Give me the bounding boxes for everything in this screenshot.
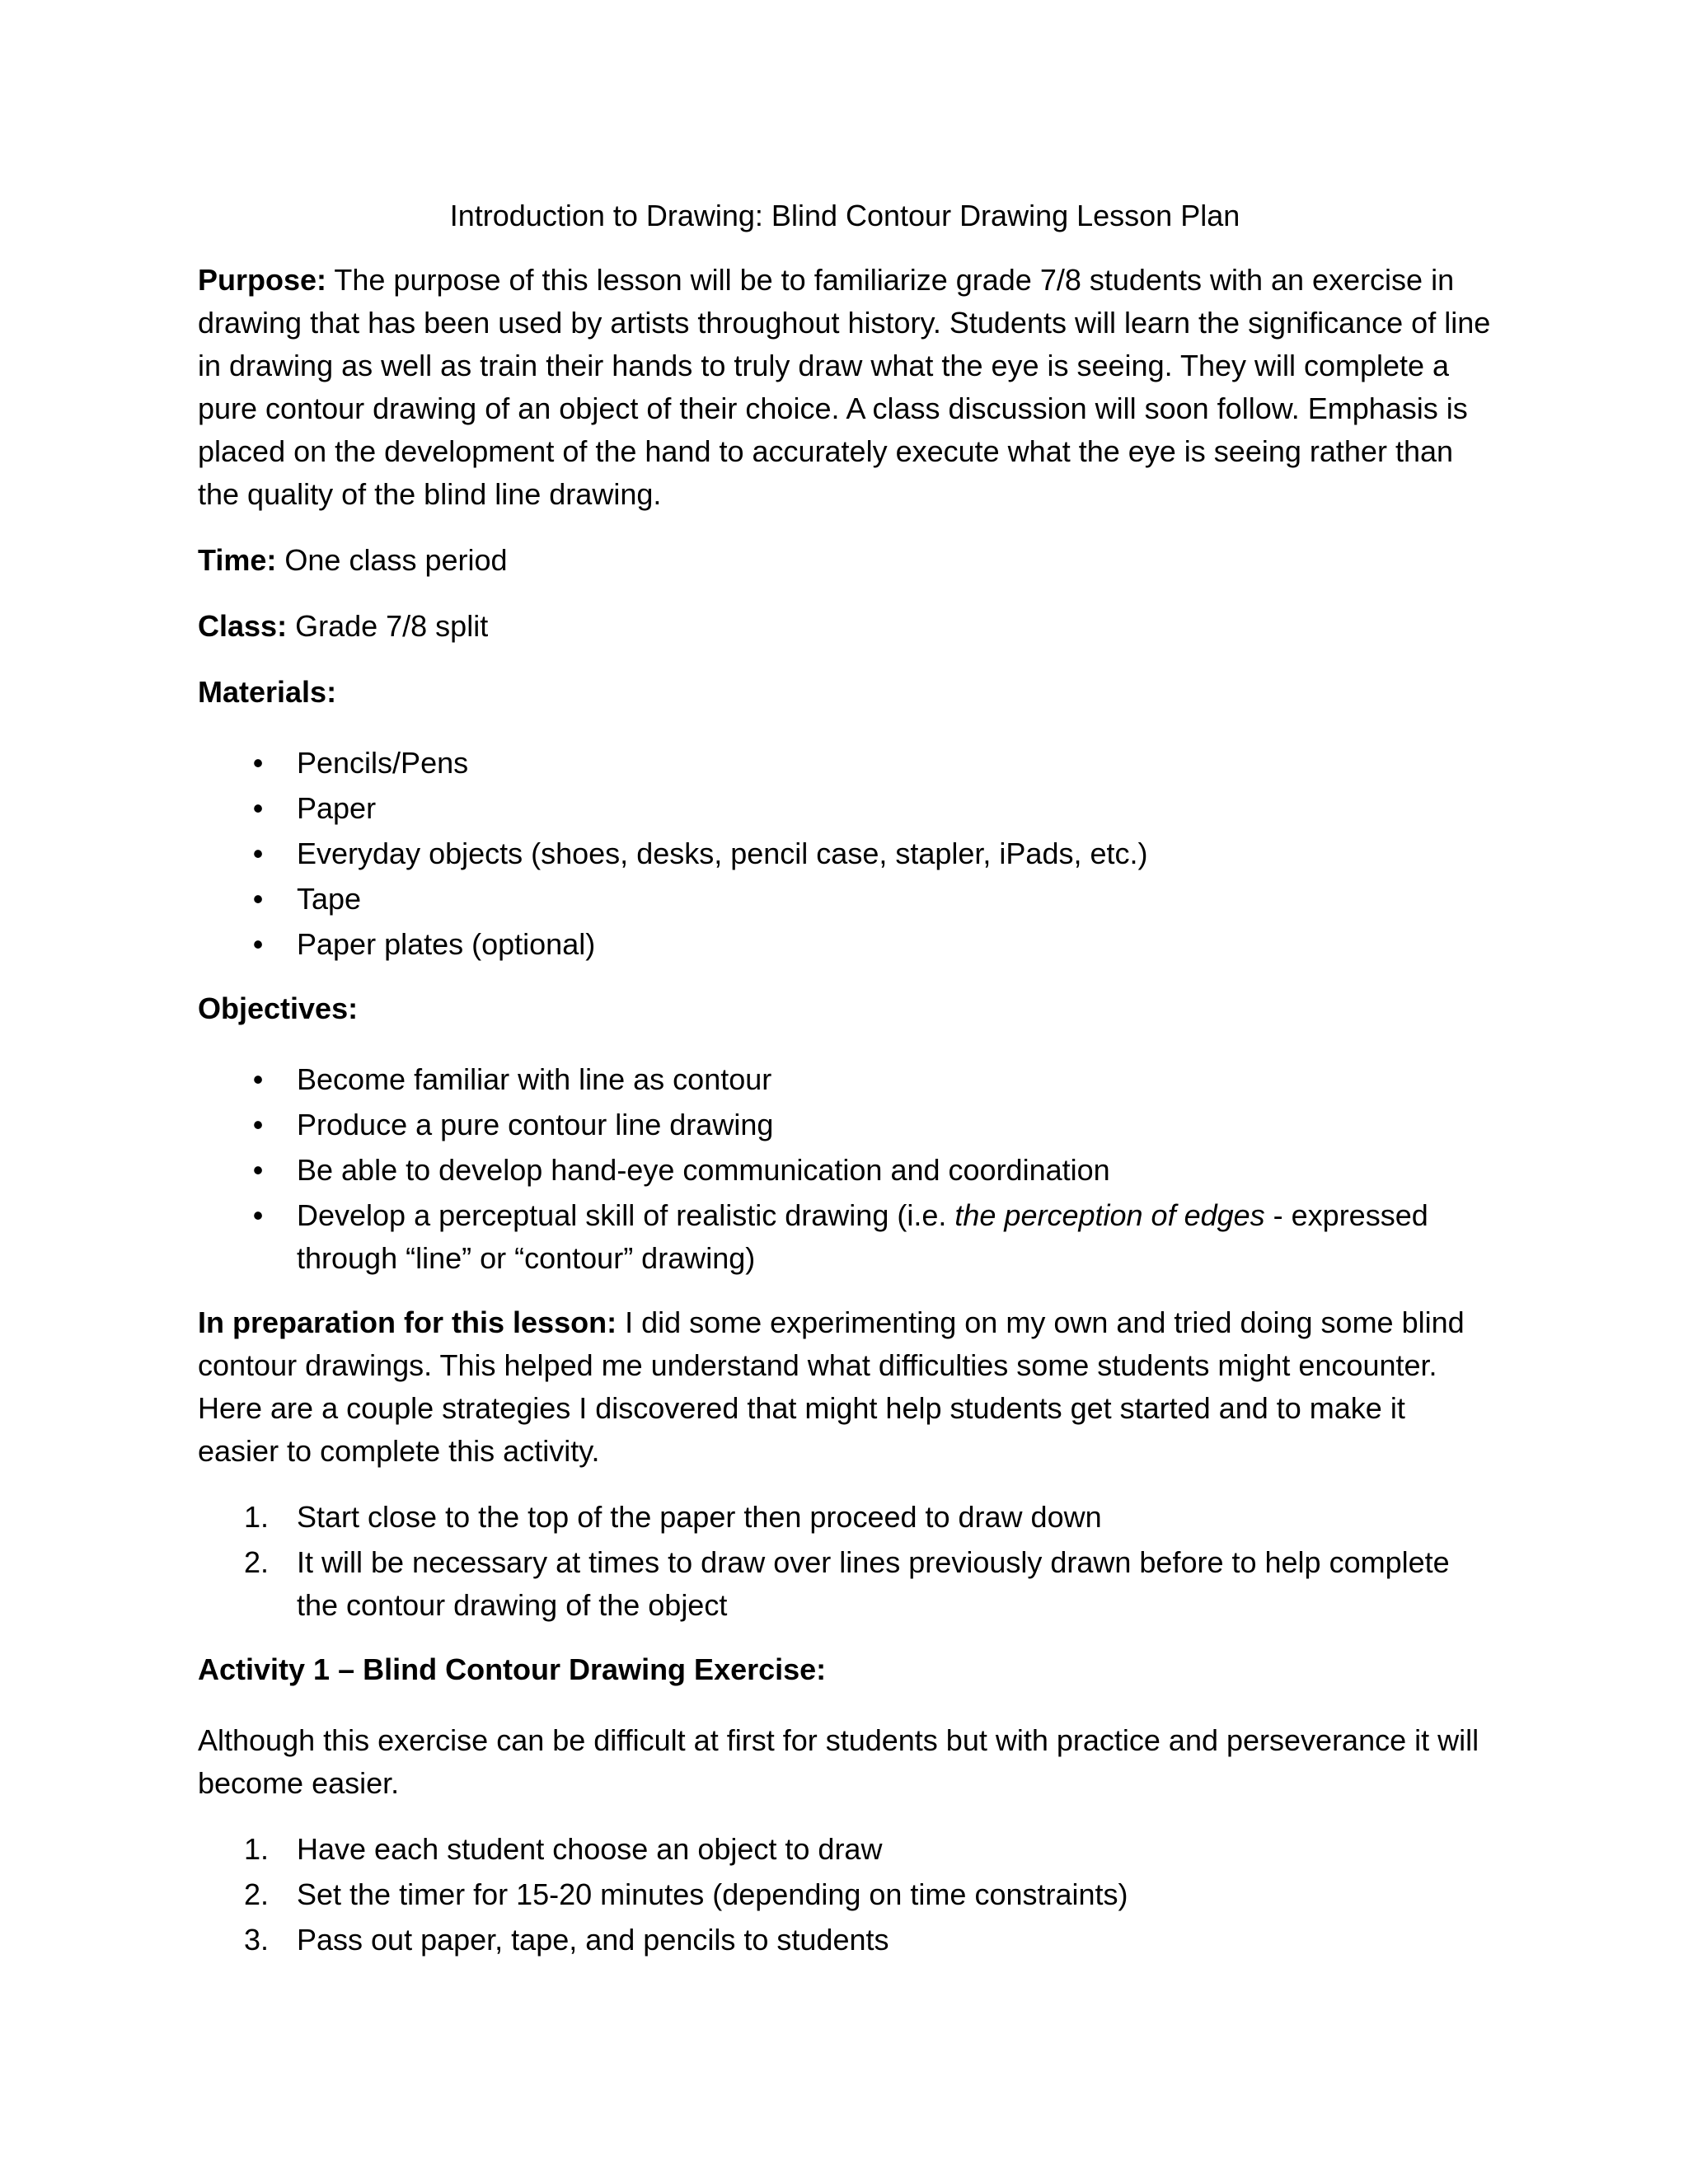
time-label: Time:: [198, 543, 277, 577]
class-paragraph: [198, 605, 1492, 648]
step-text: It will be necessary at times to draw over lines previously drawn before to help complete the contour drawing of the object: [297, 1545, 1450, 1622]
bullet-icon: •: [252, 1153, 264, 1187]
preparation-paragraph: [198, 1301, 1492, 1473]
list-item: [198, 1149, 1492, 1192]
list-item: [198, 832, 1492, 875]
bullet-icon: •: [252, 1062, 264, 1096]
objectives-heading: Objectives:: [198, 991, 359, 1025]
list-item: [198, 1919, 1492, 1961]
class-text: Grade 7/8 split: [295, 609, 489, 643]
activity1-steps: [198, 1828, 1492, 1961]
list-item-text: Paper: [297, 791, 377, 825]
list-item: [198, 1828, 1492, 1871]
list-item: [198, 1496, 1492, 1539]
bullet-icon: •: [252, 882, 264, 916]
list-item: [198, 1058, 1492, 1101]
step-number: 3.: [244, 1923, 270, 1957]
step-text: Have each student choose an object to draw: [297, 1832, 883, 1866]
materials-list: [198, 742, 1492, 966]
purpose-label: Purpose:: [198, 263, 327, 297]
list-item: [198, 1541, 1492, 1627]
step-text: Start close to the top of the paper then proceed to draw down: [297, 1500, 1102, 1534]
list-item: [198, 1873, 1492, 1916]
list-item-text: Paper plates (optional): [297, 927, 596, 961]
list-item: [198, 787, 1492, 830]
time-paragraph: [198, 539, 1492, 582]
list-item-italic-text: the perception of edges: [954, 1198, 1265, 1232]
step-text: Set the timer for 15-20 minutes (depending on time constraints): [297, 1877, 1128, 1911]
list-item-text-after: - expressed through “line” or “contour” drawing): [297, 1198, 1428, 1275]
step-number: 1.: [244, 1832, 270, 1866]
activity1-paragraph: Although this exercise can be difficult at first for students but with practice and perseverance it will become easier.: [198, 1723, 1479, 1800]
bullet-icon: •: [252, 837, 264, 870]
time-text: One class period: [284, 543, 508, 577]
list-item-text: Pencils/Pens: [297, 746, 469, 780]
list-item-text: Everyday objects (shoes, desks, pencil case, stapler, iPads, etc.): [297, 837, 1148, 870]
list-item: [198, 1104, 1492, 1146]
preparation-steps: [198, 1496, 1492, 1627]
list-item: [198, 742, 1492, 785]
list-item: [198, 878, 1492, 921]
purpose-paragraph: [198, 259, 1492, 516]
document-body: [198, 194, 1492, 1983]
bullet-icon: •: [252, 746, 264, 780]
class-label: Class:: [198, 609, 288, 643]
list-item-text: Become familiar with line as contour: [297, 1062, 772, 1096]
list-item: [198, 1194, 1492, 1280]
activity1-heading: Activity 1 – Blind Contour Drawing Exercise:: [198, 1652, 827, 1686]
preparation-label: In preparation for this lesson:: [198, 1305, 617, 1339]
bullet-icon: •: [252, 1108, 264, 1141]
purpose-text: The purpose of this lesson will be to familiarize grade 7/8 students with an exercise in drawing that has been used by artists throughout history. Students will learn the significance of line in drawing as well as train their hands to truly draw what the eye is seeing. They will complete a pure contour drawing of an object of their choice. A class discussion will soon follow. Emphasis is placed on the development of the hand to accurately execute what the eye is seeing rather than the quality of the blind line drawing.: [198, 263, 1491, 511]
list-item-text-before: Develop a perceptual skill of realistic drawing (i.e.: [297, 1198, 955, 1232]
bullet-icon: •: [252, 927, 264, 961]
bullet-icon: •: [252, 1198, 264, 1232]
step-number: 1.: [244, 1500, 270, 1534]
materials-heading: Materials:: [198, 675, 337, 709]
bullet-icon: •: [252, 791, 264, 825]
step-text: Pass out paper, tape, and pencils to students: [297, 1923, 889, 1957]
list-item-text: Be able to develop hand-eye communication and coordination: [297, 1153, 1110, 1187]
page-title: Introduction to Drawing: Blind Contour Drawing Lesson Plan: [449, 199, 1240, 232]
list-item-text: Produce a pure contour line drawing: [297, 1108, 774, 1141]
step-number: 2.: [244, 1545, 270, 1579]
list-item: [198, 923, 1492, 966]
step-number: 2.: [244, 1877, 270, 1911]
list-item-text: Tape: [297, 882, 362, 916]
objectives-list: [198, 1058, 1492, 1280]
preparation-text: I did some experimenting on my own and tried doing some blind contour drawings. This helped me understand what difficulties some students might encounter. Here are a couple strategies I discovered that might help students get started and to make it easier to complete this activity.: [198, 1305, 1465, 1468]
